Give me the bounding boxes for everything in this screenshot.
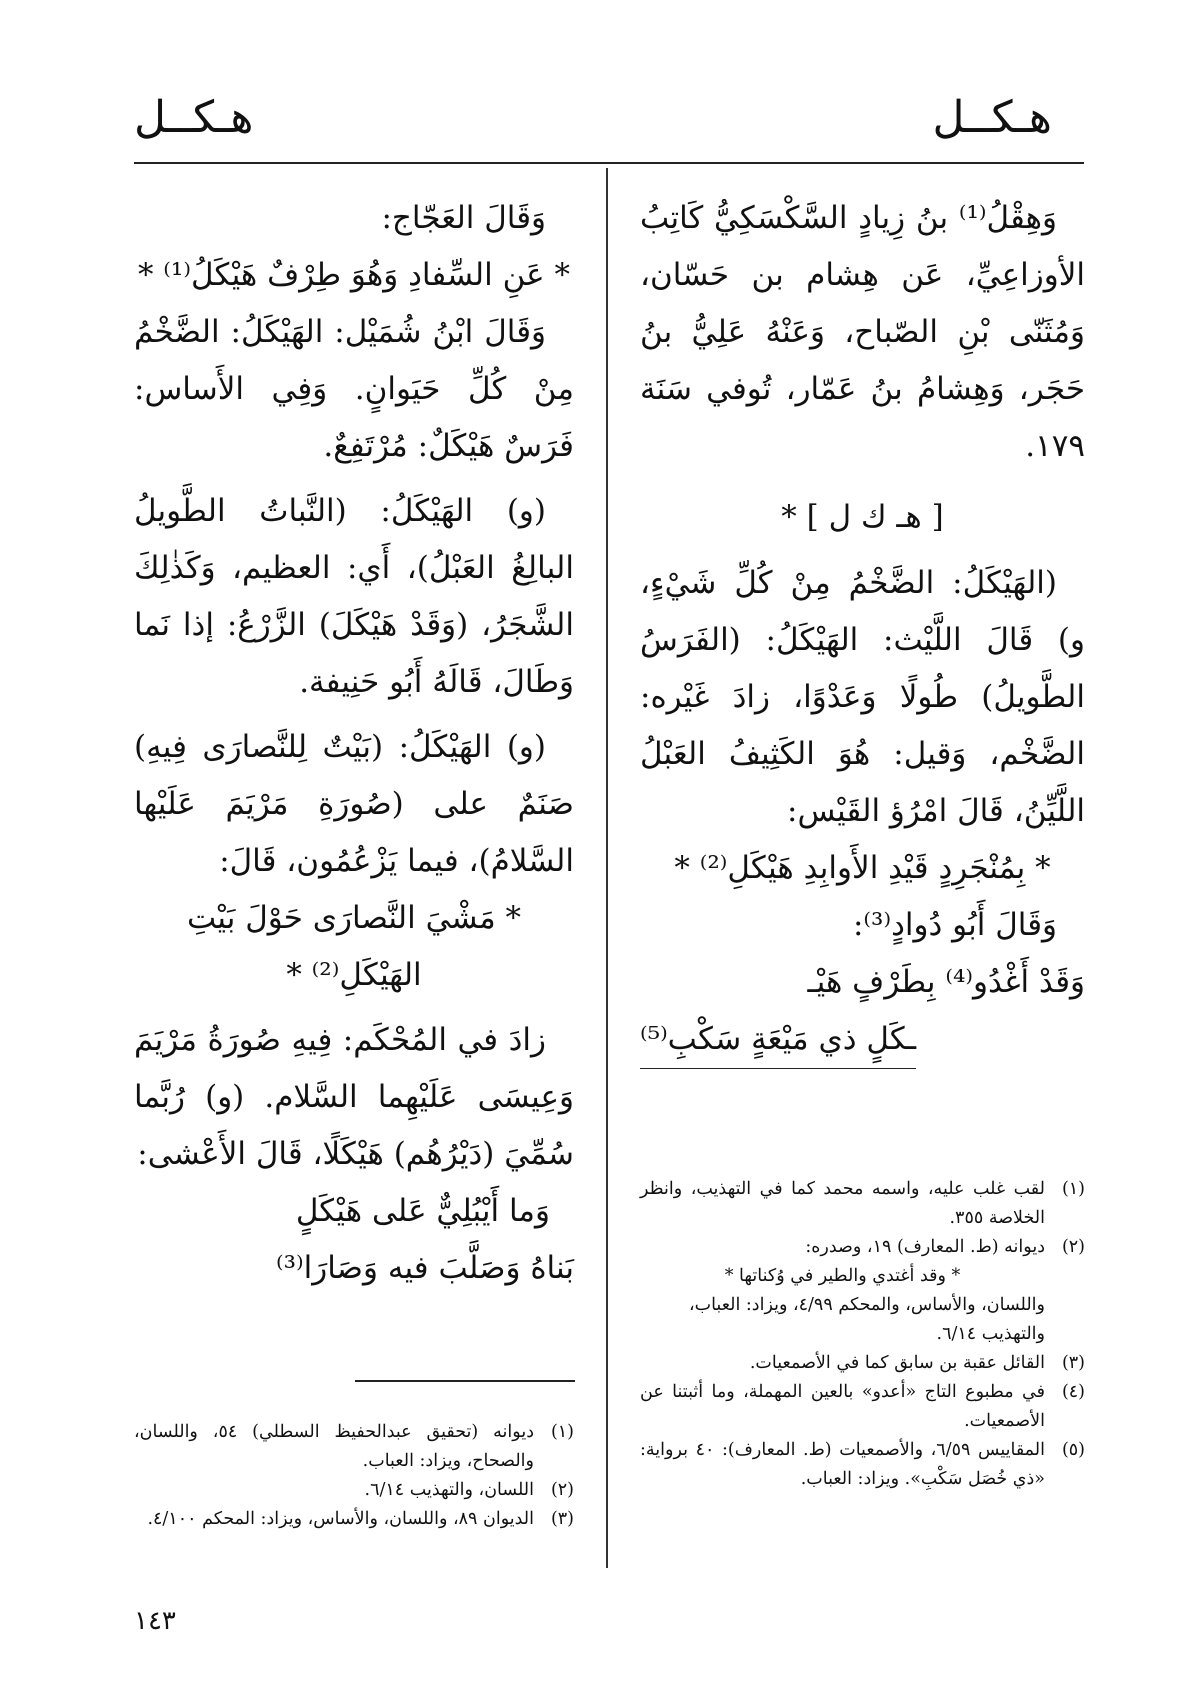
footnote: (٣) الديوان ٨٩، واللسان، والأساس، ويزاد: المحكم ٤/١٠٠. bbox=[147, 1509, 574, 1529]
footnote-verse: * وقد أغتدي والطير في وُكناتها * bbox=[724, 1266, 961, 1286]
verse-line: بَناهُ وَصَلَّبَ فيه وَصَارَا⁽³⁾ bbox=[275, 1250, 574, 1286]
verse-line: * بِمُنْجَرِدٍ قَيْدِ الأَوابِدِ هَيْكَلِ⁽²⁾ * bbox=[674, 850, 1051, 886]
verse-line: * عَنِ السِّفادِ وَهُوَ طِرْفٌ هَيْكَلُ⁽¹⁾ * bbox=[137, 257, 571, 293]
entry-heading: [ هـ ك ل ] * bbox=[781, 499, 944, 535]
footnote: (١) ديوانه (تحقيق عبدالحفيظ السطلي) ٥٤، واللسان، والصحاح، ويزاد: العباب. bbox=[134, 1422, 574, 1471]
footnote: (١) لقب غلب عليه، واسمه محمد كما في التهذيب، وانظر الخلاصة ٣٥٥. bbox=[640, 1179, 1085, 1228]
footnote-rule bbox=[355, 1380, 575, 1382]
entry-paragraph: وَقَالَ العَجّاج: bbox=[381, 200, 546, 236]
verse-line: وَقَدْ أَغْدُو⁽⁴⁾ بِطَرْفٍ هَيْـ bbox=[807, 964, 1085, 1000]
entry-paragraph: وَهِقْلُ⁽¹⁾ بنُ زِيادٍ السَّكْسَكِيُّ كَاتِبُ الأوزاعِيِّ، عَن هِشام بن حَسّان، وَمُثَنّى بْنِ الصّباح، وَعَنْهُ عَلِيُّ بنُ حَجَر، وَهِشامُ بنُ عَمّار، تُوفي سَنَة ١٧٩. bbox=[640, 200, 1085, 464]
footnote: (٣) القائل عقبة بن سابق كما في الأصمعيات. bbox=[749, 1353, 1085, 1373]
entry-paragraph: وَقَالَ أَبُو دُوادٍ⁽³⁾: bbox=[852, 907, 1057, 943]
footnote: (٢) اللسان، والتهذيب ٦/١٤. bbox=[364, 1480, 574, 1500]
footnotes-right bbox=[640, 1175, 1085, 1494]
running-header-right: هـكــل bbox=[932, 92, 1052, 143]
header-rule bbox=[134, 162, 1084, 164]
footnotes-left bbox=[134, 1418, 574, 1534]
footnote: (٥) المقاييس ٦/٥٩، والأصمعيات (ط. المعارف): ٤٠ برواية: «ذي خُصَل سَكْبِ». ويزاد: العباب. bbox=[640, 1440, 1085, 1489]
page-number: ١٤٣ bbox=[134, 1606, 176, 1636]
right-column bbox=[640, 190, 1085, 1069]
footnote: (٤) في مطبوع التاج «أعدو» بالعين المهملة، وما أثبتنا عن الأصمعيات. bbox=[640, 1382, 1085, 1431]
left-column bbox=[134, 190, 574, 1297]
verse-line: * مَشْيَ النَّصارَى حَوْلَ بَيْتِ الهَيْكَلِ⁽²⁾ * bbox=[186, 900, 522, 993]
entry-paragraph: وَقَالَ ابْنُ شُمَيْل: الهَيْكَلُ: الضَّخْمُ مِنْ كُلِّ حَيَوانٍ. وَفِي الأَساس: فَرَسٌ هَيْكَلٌ: مُرْتَفِعٌ. bbox=[134, 314, 574, 464]
entry-paragraph: (و) الهَيْكَلُ: (النَّباتُ الطَّويلُ البالِغُ العَبْلُ)، أَي: العظيم، وَكَذٰلِكَ الشَّجَرُ، (وَقَدْ هَيْكَلَ) الزَّرْعُ: إذا نَما وَطَالَ، قَالَهُ أَبُو حَنِيفة. bbox=[134, 493, 574, 700]
entry-paragraph: زادَ في المُحْكَم: فِيهِ صُورَةُ مَرْيَمَ وَعِيسَى عَلَيْهِما السَّلام. (و) رُبَّما سُمِّيَ (دَيْرُهُم) هَيْكَلًا، قَالَ الأَعْشى: bbox=[134, 1022, 574, 1172]
footnote-continuation: واللسان، والأساس، والمحكم ٤/٩٩، ويزاد: العباب، والتهذيب ٦/١٤. bbox=[688, 1295, 1045, 1344]
entry-paragraph: (الهَيْكَلُ: الضَّخْمُ مِنْ كُلِّ شَيْءٍ، و) قَالَ اللَّيْث: الهَيْكَلُ: (الفَرَسُ الطَّويلُ) طُولًا وَعَدْوًا، زادَ غَيْره: الضَّخْم، وَقيل: هُوَ الكَثِيفُ العَبْلُ اللَّيِّنُ، قَالَ امْرُؤ القَيْس: bbox=[640, 565, 1085, 829]
entry-paragraph: (و) الهَيْكَلُ: (بَيْتٌ لِلنَّصارَى فِيهِ) صَنَمٌ على (صُورَةِ مَرْيَمَ عَلَيْها السَّلامُ)، فيما يَزْعُمُون، قَالَ: bbox=[134, 729, 574, 879]
verse-line: ـكَلٍ ذي مَيْعَةٍ سَكْبِ⁽⁵⁾ bbox=[640, 1011, 916, 1069]
footnote: (٢) ديوانه (ط. المعارف) ١٩، وصدره: bbox=[805, 1237, 1085, 1257]
column-divider bbox=[606, 168, 608, 1568]
verse-line: وَما أَيْبُلِيٌّ عَلى هَيْكَلٍ bbox=[295, 1193, 550, 1229]
running-header-left: هـكــل bbox=[134, 92, 254, 143]
